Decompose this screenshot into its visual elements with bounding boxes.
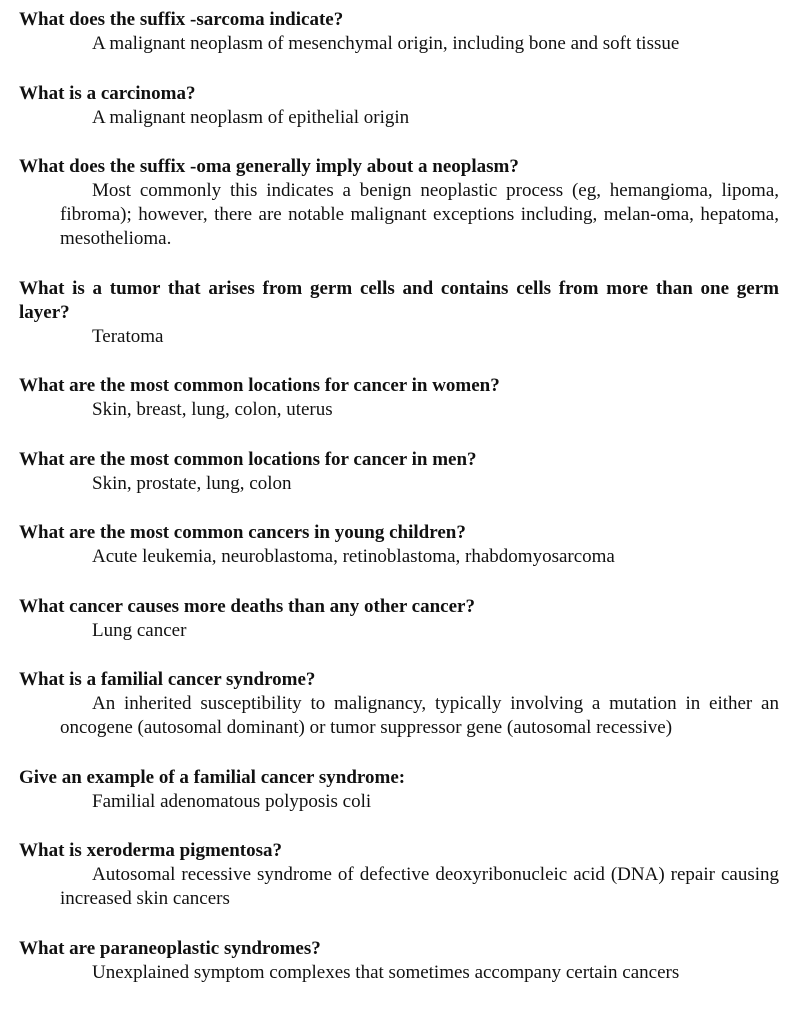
answer: Familial adenomatous polyposis coli: [92, 790, 372, 812]
answer: Most commonly this indicates a benign neoplastic process (eg, hemangioma, lipoma, fibroma); however, there are notable malignant exceptions including, melan-oma, hepatoma, mesothelioma.: [60, 180, 779, 249]
question: What is xeroderma pigmentosa?: [19, 840, 282, 861]
qa-item: [19, 766, 779, 814]
question: What are the most common cancers in young children?: [19, 522, 466, 543]
question: What cancer causes more deaths than any other cancer?: [19, 595, 475, 617]
answer: Teratoma: [92, 325, 164, 347]
answer: A malignant neoplasm of mesenchymal origin, including bone and soft tissue: [92, 33, 680, 54]
question: What is a carcinoma?: [19, 82, 196, 104]
qa-item: [19, 521, 779, 569]
answer: Skin, prostate, lung, colon: [92, 472, 292, 494]
answer: An inherited susceptibility to malignancy, typically involving a mutation in either an oncogene (autosomal dominant) or tumor suppressor gene (autosomal recessive): [60, 693, 779, 738]
question: What is a familial cancer syndrome?: [19, 669, 316, 690]
qa-item: [19, 277, 779, 349]
qa-item: [19, 668, 779, 740]
question: What does the suffix -sarcoma indicate?: [19, 9, 344, 30]
qa-item: [19, 839, 779, 911]
question: What are the most common locations for cancer in men?: [19, 448, 477, 470]
qa-item: [19, 448, 779, 496]
answer: Unexplained symptom complexes that sometimes accompany certain cancers: [92, 961, 680, 983]
answer: Skin, breast, lung, colon, uterus: [92, 399, 333, 420]
question: Give an example of a familial cancer syndrome:: [19, 766, 406, 788]
question: What is a tumor that arises from germ cells and contains cells from more than one germ layer?: [19, 277, 779, 323]
question: What are the most common locations for cancer in women?: [19, 375, 500, 396]
qa-item: [19, 374, 779, 422]
answer: A malignant neoplasm of epithelial origin: [92, 106, 410, 128]
question: What are paraneoplastic syndromes?: [19, 937, 321, 959]
qa-item: [19, 155, 779, 251]
answer: Acute leukemia, neuroblastoma, retinoblastoma, rhabdomyosarcoma: [92, 546, 615, 567]
question: What does the suffix -oma generally imply about a neoplasm?: [19, 156, 519, 177]
qa-item: [19, 82, 779, 130]
answer: Autosomal recessive syndrome of defective deoxyribonucleic acid (DNA) repair causing increased skin cancers: [60, 864, 779, 909]
qa-document: [19, 8, 779, 1010]
qa-item: [19, 595, 779, 643]
qa-item: [19, 937, 779, 985]
qa-item: [19, 8, 779, 56]
answer: Lung cancer: [92, 619, 187, 641]
